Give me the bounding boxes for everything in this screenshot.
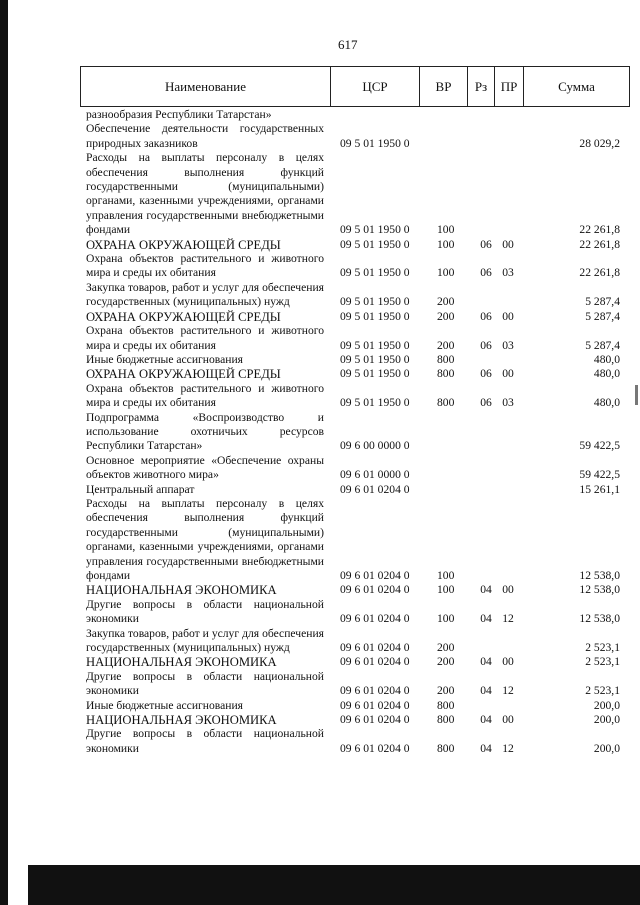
row-csr: 09 5 01 1950 0 [340, 309, 410, 323]
row-sum: 22 261,8 [579, 266, 620, 280]
header-name: Наименование [81, 67, 331, 106]
row-csr: 09 6 01 0204 0 [340, 741, 410, 755]
row-csr: 09 5 01 1950 0 [340, 396, 410, 410]
row-name: Другие вопросы в области национальной экономики [86, 669, 324, 698]
row-sum: 480,0 [593, 367, 620, 381]
row-pr: 03 [502, 338, 514, 352]
row-name: Основное мероприятие «Обеспечение охраны объектов животного мира» [86, 453, 324, 482]
row-vr: 200 [437, 295, 455, 309]
table-row [86, 655, 632, 669]
row-name: Расходы на выплаты персоналу в целях обеспечения выполнения функций государственными (муниципальными) органами, казенными учреждениями, органами управления государственными внебюджетными фондами [86, 496, 324, 582]
row-csr: 09 5 01 1950 0 [340, 266, 410, 280]
table-row [86, 670, 632, 699]
row-rz: 06 [480, 367, 492, 381]
row-vr: 100 [437, 237, 455, 251]
table-header [80, 66, 630, 107]
row-vr: 200 [437, 655, 455, 669]
row-csr: 09 5 01 1950 0 [340, 223, 410, 237]
row-sum: 200,0 [593, 713, 620, 727]
row-pr: 00 [502, 309, 514, 323]
row-csr: 09 6 01 0204 0 [340, 583, 410, 597]
row-name: НАЦИОНАЛЬНАЯ ЭКОНОМИКА [86, 655, 277, 670]
table-row [86, 238, 632, 252]
row-sum: 200,0 [593, 741, 620, 755]
row-rz: 06 [480, 396, 492, 410]
row-sum: 5 287,4 [585, 338, 620, 352]
row-csr: 09 5 01 1950 0 [340, 367, 410, 381]
row-csr: 09 6 01 0204 0 [340, 482, 410, 496]
row-rz: 04 [480, 655, 492, 669]
table-row [86, 713, 632, 727]
row-sum: 12 538,0 [579, 612, 620, 626]
table-row [86, 252, 632, 281]
row-csr: 09 6 01 0204 0 [340, 713, 410, 727]
row-vr: 800 [437, 713, 455, 727]
row-vr: 100 [437, 569, 455, 582]
row-vr: 200 [437, 684, 455, 698]
row-name: Другие вопросы в области национальной экономики [86, 597, 324, 626]
row-vr: 100 [437, 612, 455, 626]
table-row [86, 598, 632, 627]
row-name: Охрана объектов растительного и животного мира и среды их обитания [86, 252, 324, 280]
row-rz: 06 [480, 338, 492, 352]
table-row [86, 310, 632, 324]
row-csr: 09 6 00 0000 0 [340, 439, 410, 453]
row-csr: 09 5 01 1950 0 [340, 338, 410, 352]
row-name: Обеспечение деятельности государственных природных заказников [86, 122, 324, 150]
table-row [86, 281, 632, 310]
row-vr: 800 [437, 367, 455, 381]
row-rz: 04 [480, 612, 492, 626]
row-sum: 12 538,0 [579, 583, 620, 597]
table-row [86, 727, 632, 756]
scan-speck [635, 385, 638, 405]
row-vr: 800 [437, 352, 455, 366]
row-sum: 2 523,1 [585, 641, 620, 655]
table-row [86, 483, 632, 497]
row-name: Иные бюджетные ассигнования [86, 352, 243, 366]
row-csr: 09 5 01 1950 0 [340, 352, 410, 366]
row-name: Расходы на выплаты персоналу в целях обеспечения выполнения функций государственными (муниципальными) органами, казенными учреждениями, органами управления государственными внебюджетными фондами [86, 151, 324, 237]
row-sum: 5 287,4 [585, 309, 620, 323]
row-vr: 800 [437, 698, 455, 712]
row-name: ОХРАНА ОКРУЖАЮЩЕЙ СРЕДЫ [86, 367, 281, 382]
table-row [86, 382, 632, 411]
row-pr: 03 [502, 266, 514, 280]
header-rz: Рз [468, 67, 495, 106]
row-csr: 09 6 01 0204 0 [340, 655, 410, 669]
row-name: Закупка товаров, работ и услуг для обеспечения государственных (муниципальных) нужд [86, 280, 324, 309]
row-rz: 04 [480, 741, 492, 755]
table-row [86, 411, 632, 454]
scan-edge-left [0, 0, 8, 905]
row-rz: 04 [480, 583, 492, 597]
table-row [86, 497, 632, 583]
table-row [86, 108, 632, 122]
row-sum: 22 261,8 [579, 223, 620, 237]
table-row [86, 324, 632, 353]
row-vr: 100 [437, 223, 455, 237]
row-name: ОХРАНА ОКРУЖАЮЩЕЙ СРЕДЫ [86, 309, 281, 324]
header-sum: Сумма [558, 78, 595, 94]
row-name: Охрана объектов растительного и животного мира и среды их обитания [86, 324, 324, 352]
header-csr: ЦСР [331, 67, 420, 106]
page-number: 617 [338, 37, 358, 52]
row-name: ОХРАНА ОКРУЖАЮЩЕЙ СРЕДЫ [86, 237, 281, 252]
header-vr: ВР [420, 67, 468, 106]
row-rz: 06 [480, 237, 492, 251]
table-row [86, 353, 632, 367]
row-pr: 03 [502, 396, 514, 410]
row-rz: 04 [480, 713, 492, 727]
row-csr: 09 6 01 0204 0 [340, 641, 410, 655]
row-pr: 00 [502, 655, 514, 669]
row-name: Иные бюджетные ассигнования [86, 698, 243, 712]
table-row [86, 151, 632, 237]
row-sum: 5 287,4 [585, 295, 620, 309]
row-sum: 200,0 [593, 698, 620, 712]
row-sum: 59 422,5 [579, 468, 620, 482]
row-name: Закупка товаров, работ и услуг для обеспечения государственных (муниципальных) нужд [86, 626, 324, 655]
row-name: Другие вопросы в области национальной экономики [86, 727, 324, 755]
row-sum: 12 538,0 [579, 569, 620, 582]
row-csr: 09 6 01 0204 0 [340, 684, 410, 698]
budget-table-body [86, 108, 632, 756]
header-pr: ПР [495, 67, 524, 106]
row-csr: 09 6 01 0204 0 [340, 612, 410, 626]
table-row [86, 454, 632, 483]
table-row [86, 699, 632, 713]
row-pr: 12 [502, 612, 514, 626]
row-name: Охрана объектов растительного и животного мира и среды их обитания [86, 381, 324, 410]
row-pr: 12 [502, 684, 514, 698]
table-row [86, 627, 632, 656]
row-csr: 09 5 01 1950 0 [340, 295, 410, 309]
row-csr: 09 6 01 0204 0 [340, 569, 410, 582]
row-sum: 480,0 [593, 352, 620, 366]
row-sum: 2 523,1 [585, 655, 620, 669]
row-vr: 100 [437, 583, 455, 597]
row-pr: 00 [502, 367, 514, 381]
row-csr: 09 5 01 1950 0 [340, 237, 410, 251]
table-row [86, 122, 632, 151]
row-sum: 22 261,8 [579, 237, 620, 251]
row-rz: 06 [480, 266, 492, 280]
row-name: разнообразия Республики Татарстан» [86, 108, 272, 121]
row-sum: 59 422,5 [579, 439, 620, 453]
scan-edge-bottom [28, 865, 640, 905]
row-pr: 12 [502, 741, 514, 755]
row-name: Центральный аппарат [86, 482, 195, 496]
row-sum: 28 029,2 [579, 136, 620, 150]
row-sum: 15 261,1 [579, 482, 620, 496]
row-pr: 00 [502, 713, 514, 727]
row-vr: 800 [437, 396, 455, 410]
row-csr: 09 6 01 0000 0 [340, 468, 410, 482]
row-vr: 200 [437, 309, 455, 323]
row-vr: 800 [437, 741, 455, 755]
row-rz: 06 [480, 309, 492, 323]
row-vr: 100 [437, 266, 455, 280]
row-csr: 09 6 01 0204 0 [340, 698, 410, 712]
row-rz: 04 [480, 684, 492, 698]
row-csr: 09 5 01 1950 0 [340, 136, 410, 150]
row-pr: 00 [502, 237, 514, 251]
row-sum: 480,0 [593, 396, 620, 410]
row-name: НАЦИОНАЛЬНАЯ ЭКОНОМИКА [86, 713, 277, 728]
row-name: Подпрограмма «Воспроизводство и использование охотничьих ресурсов Республики Татарстан» [86, 410, 324, 453]
row-vr: 200 [437, 338, 455, 352]
row-pr: 00 [502, 583, 514, 597]
table-row [86, 583, 632, 597]
row-sum: 2 523,1 [585, 684, 620, 698]
row-name: НАЦИОНАЛЬНАЯ ЭКОНОМИКА [86, 583, 277, 598]
table-row [86, 367, 632, 381]
row-vr: 200 [437, 641, 455, 655]
